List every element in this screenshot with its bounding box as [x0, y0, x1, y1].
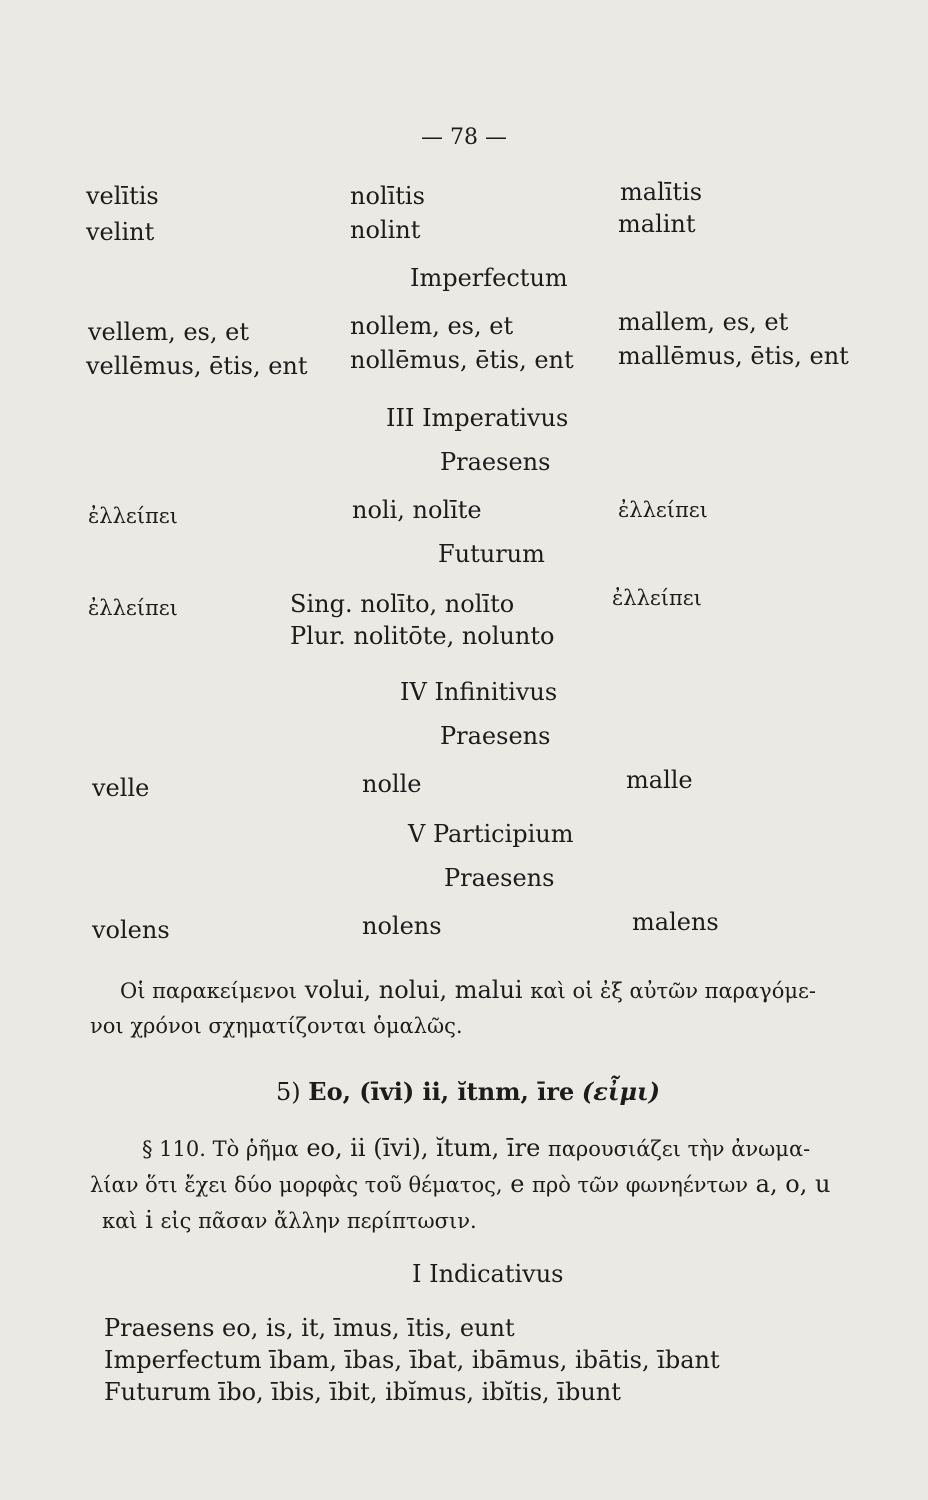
para-110-line3-i: i	[145, 1206, 153, 1234]
perfect-note-greek-b: καὶ οἱ ἐξ αὐτῶν παραγόμε-	[530, 979, 816, 1003]
para-110-line2-greek-b: πρὸ τῶν φωνηέντων	[532, 1173, 749, 1197]
imperativus-praesens-label: Praesens	[440, 448, 551, 476]
imperativus-heading: III Imperativus	[386, 404, 569, 432]
imperf-velle-2: vellēmus, ētis, ent	[86, 352, 308, 380]
imper-praes-velle-missing: ἐλλείπει	[88, 504, 178, 528]
nolle-nolitis: nolītis	[350, 182, 425, 210]
para-110-line3	[102, 1206, 477, 1235]
para-110-line1	[142, 1134, 810, 1163]
imper-fut-velle-missing: ἐλλείπει	[88, 596, 178, 620]
participium-heading: V Participium	[408, 820, 574, 848]
para-110-number: § 110. Τὸ ῥῆμα	[142, 1137, 299, 1161]
indicativus-heading: I Indicativus	[412, 1260, 564, 1288]
eo-section-title	[276, 1078, 660, 1106]
inf-nolle: nolle	[362, 770, 422, 798]
perfect-note-line1	[120, 976, 816, 1005]
para-110-line2-latin: a, o, u	[755, 1170, 831, 1198]
para-110-greek: παρουσιάζει τὴν ἀνωμα-	[547, 1137, 811, 1161]
eo-imperfectum-line: Imperfectum ībam, ības, ībat, ibāmus, ibātis, ībant	[104, 1346, 720, 1374]
infinitivus-praesens-label: Praesens	[440, 722, 551, 750]
malle-malint: malint	[618, 210, 696, 238]
imperf-malle-1: mallem, es, et	[618, 308, 789, 336]
part-volens: volens	[92, 916, 170, 944]
perfect-note-latin: volui, nolui, malui	[304, 976, 523, 1004]
velle-velint: velint	[86, 218, 155, 246]
infinitivus-heading: IV Infinitivus	[400, 678, 558, 706]
eo-futurum-line: Futurum ībo, ībis, ībit, ibĭmus, ibĭtis, ībunt	[104, 1378, 621, 1406]
velle-velitis: velītis	[86, 182, 159, 210]
para-110-line3-greek: εἰς πᾶσαν ἄλλην περίπτωσιν.	[160, 1209, 477, 1233]
imper-fut-malle-missing: ἐλλείπει	[612, 586, 702, 610]
imperf-nolle-2: nollēmus, ētis, ent	[350, 346, 574, 374]
perfect-note-greek-a: Οἱ παρακείμενοι	[120, 979, 298, 1003]
imperativus-futurum-label: Futurum	[438, 540, 545, 568]
imperf-velle-1: vellem, es, et	[88, 318, 249, 346]
part-nolens: nolens	[362, 912, 442, 940]
imper-praes-nolle: noli, nolīte	[352, 496, 482, 524]
para-110-line2	[90, 1170, 830, 1199]
nolle-nolint: nolint	[350, 216, 421, 244]
imper-fut-singular: Sing. nolīto, nolīto	[290, 590, 515, 618]
malle-malitis: malītis	[620, 178, 703, 206]
perfect-note-line2: νοι χρόνοι σχηματίζονται ὁμαλῶς.	[90, 1014, 463, 1038]
imperfectum-heading: Imperfectum	[410, 264, 568, 292]
imper-fut-plural: Plur. nolitōte, nolunto	[290, 622, 555, 650]
page-number: — 78 —	[421, 125, 507, 150]
part-malens: malens	[632, 908, 719, 936]
para-110-line2-greek: λίαν ὅτι ἔχει δύο μορφὰς τοῦ θέματος,	[90, 1173, 503, 1197]
eo-section-heading: Eo, (īvi) ii, ĭtnm, īre	[308, 1077, 575, 1106]
imperf-nolle-1: nollem, es, et	[350, 312, 514, 340]
imperf-malle-2: mallēmus, ētis, ent	[618, 342, 849, 370]
inf-velle: velle	[92, 774, 150, 802]
inf-malle: malle	[626, 766, 693, 794]
imper-praes-malle-missing: ἐλλείπει	[618, 498, 708, 522]
eo-section-greek: (εἶμι)	[581, 1077, 661, 1106]
eo-praesens-line: Praesens eo, is, it, īmus, ītis, eunt	[104, 1314, 515, 1342]
para-110-line3-kai: καὶ	[102, 1209, 138, 1233]
eo-section-number: 5)	[276, 1078, 301, 1106]
para-110-line2-e: e	[510, 1170, 525, 1198]
participium-praesens-label: Praesens	[444, 864, 555, 892]
para-110-latin: eo, ii (īvi), ĭtum, īre	[306, 1134, 541, 1162]
